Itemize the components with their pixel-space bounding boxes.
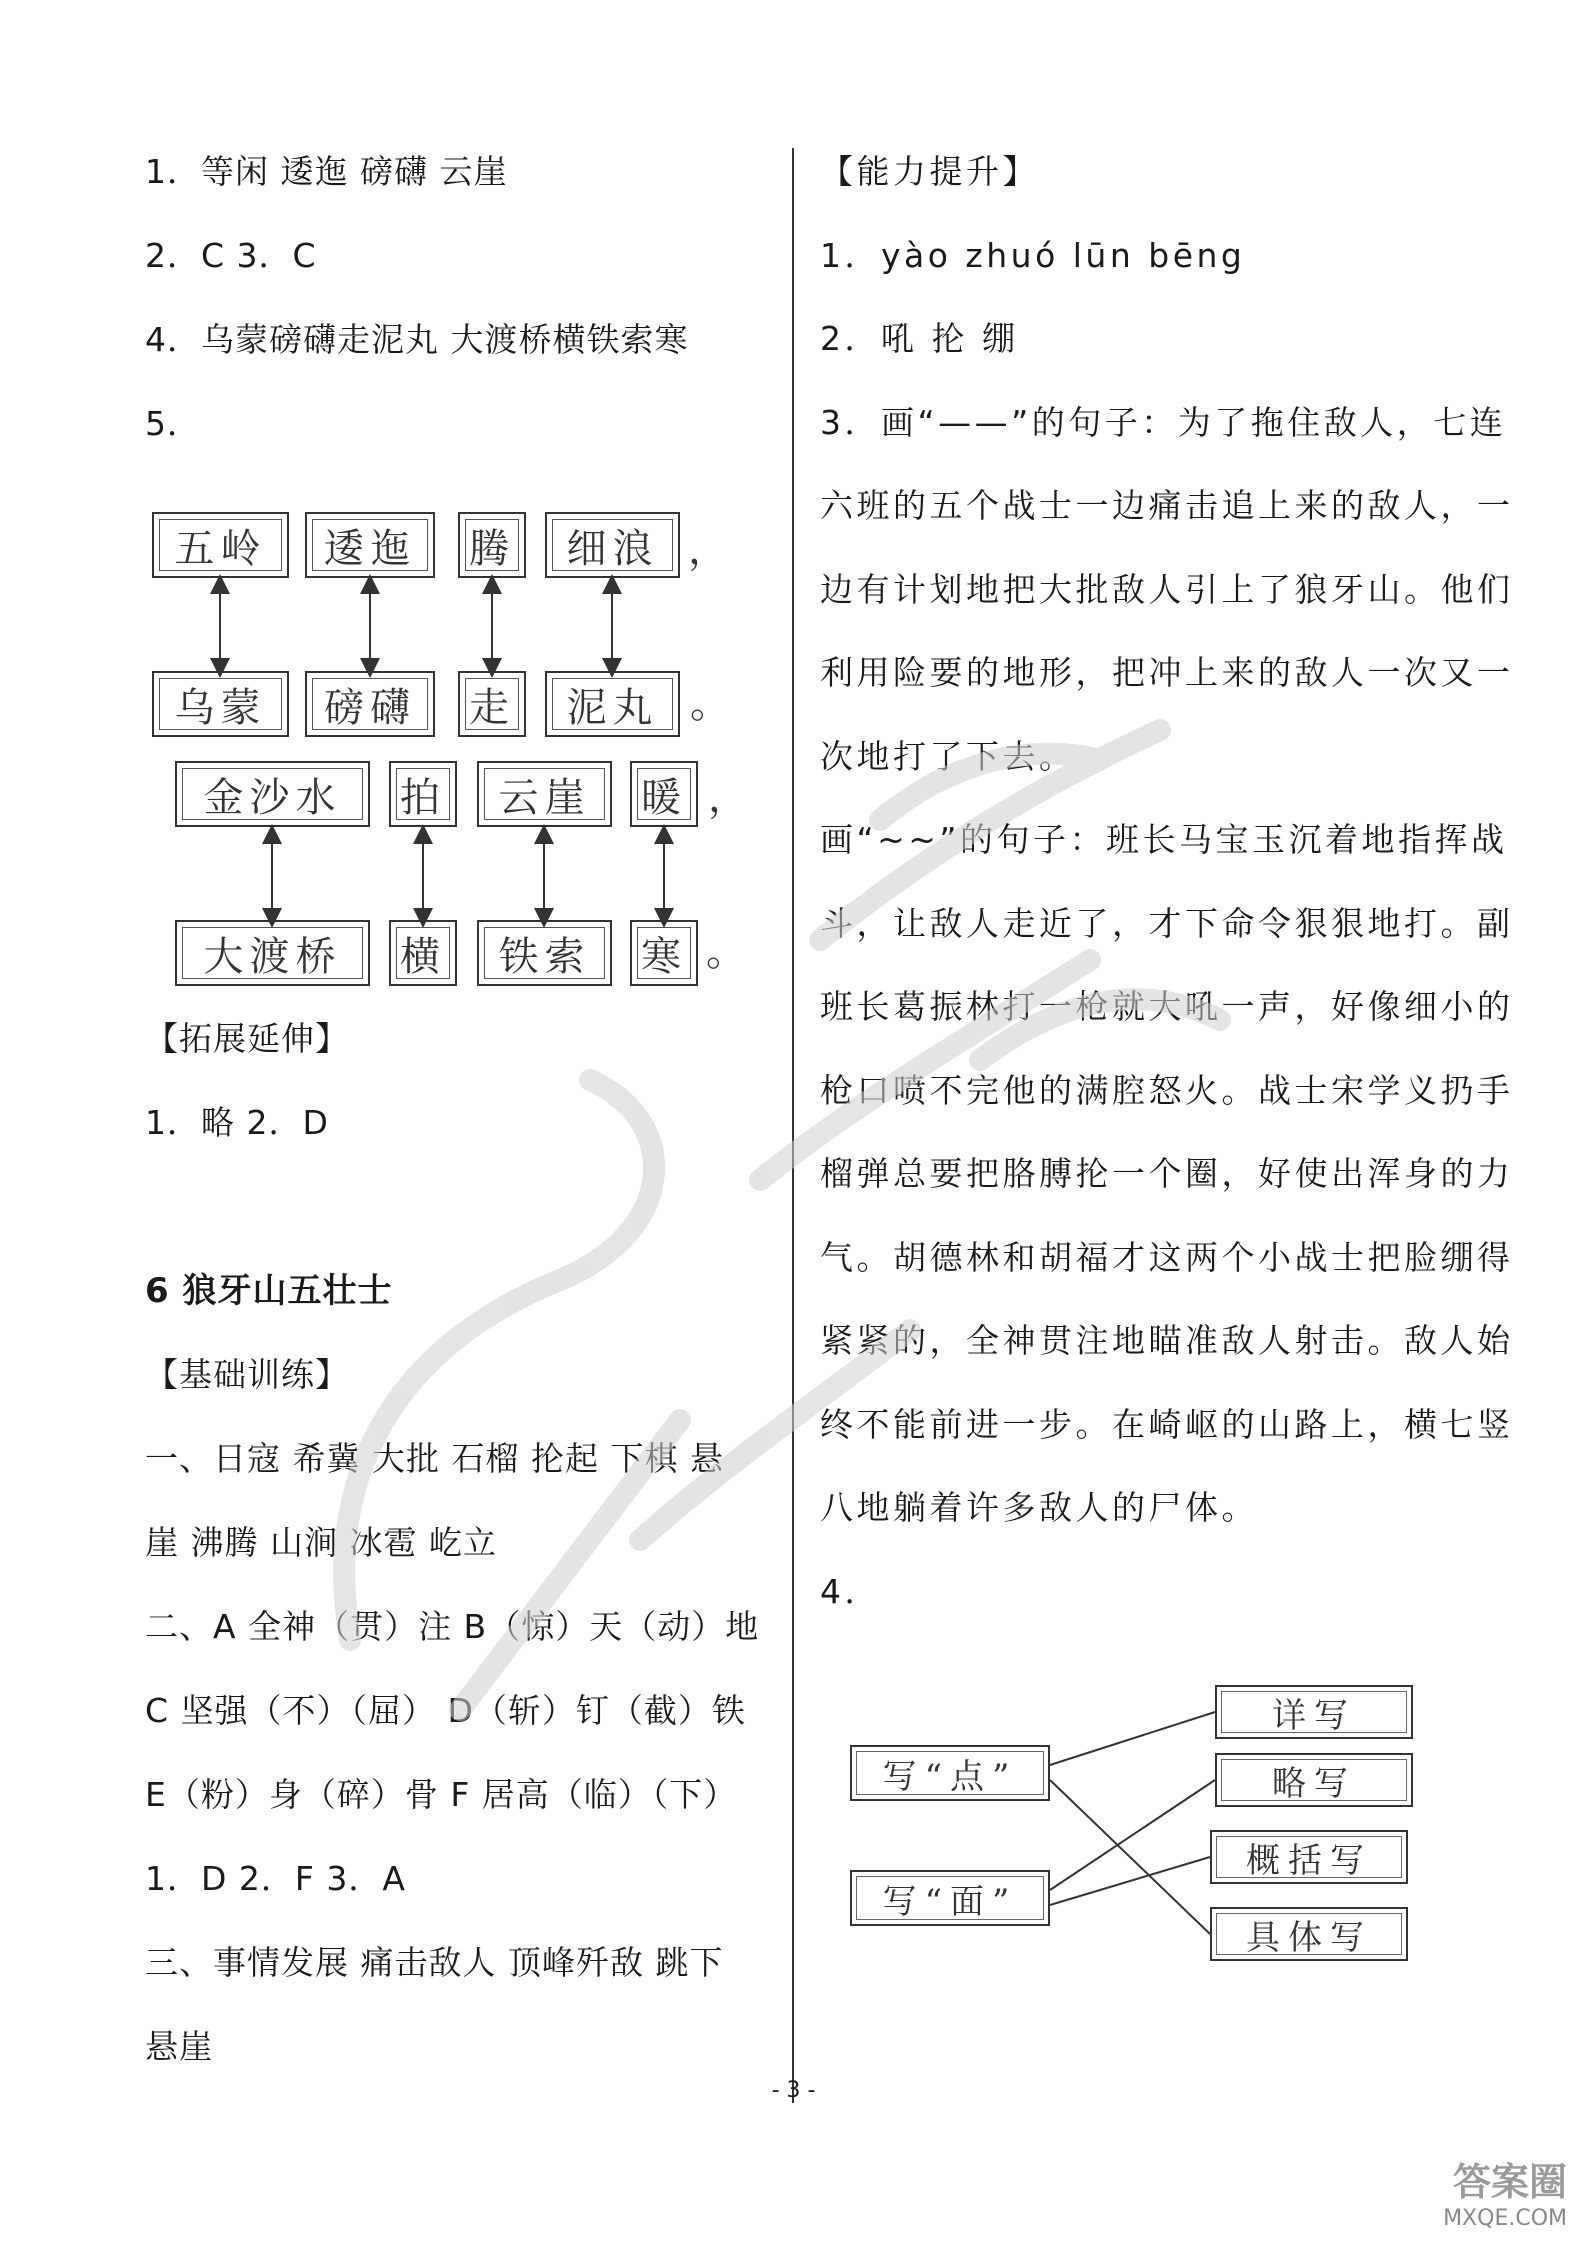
para-line-15: 4． — [820, 1571, 881, 1611]
para-line-14: 八地躺着许多敌人的尸体。 — [820, 1488, 1258, 1527]
box-row2-1: 乌蒙 — [152, 671, 289, 737]
period-mark: 。 — [690, 681, 730, 727]
box-row2-3: 走 — [458, 671, 526, 737]
box-row2-2: 磅礴 — [305, 671, 435, 737]
lesson-title: 6 狼牙山五壮士 — [145, 1271, 393, 1311]
basic-line-4: C 坚强（不）（屈） D（斩）钉（截）铁 — [145, 1691, 746, 1730]
para-line-5: 次地打了下去。 — [820, 736, 1076, 776]
basic-line-7: 三、事情发展 痛击敌人 顶峰歼敌 跳下 — [145, 1943, 724, 1982]
extension-answer: 1．略 2．D — [145, 1103, 329, 1142]
para-line-6: 画“~~”的句子：班长马宝玉沉着地指挥战 — [820, 820, 1508, 859]
box-row1-3: 腾 — [458, 512, 526, 578]
box-row3-4: 暖 — [630, 761, 698, 827]
ability-heading: 【能力提升】 — [820, 152, 1039, 191]
extension-heading: 【拓展延伸】 — [145, 1019, 349, 1058]
answer-line-4: 5． — [145, 404, 201, 443]
period-mark-2: 。 — [706, 929, 746, 975]
box-row2-4: 泥丸 — [545, 671, 680, 737]
corner-watermark — [1443, 2151, 1567, 2231]
para-line-9: 枪口喷不完他的满腔怒火。战士宋学义扔手 — [820, 1070, 1514, 1110]
para-line-7: 斗，让敌人走近了，才下命令狠狠地打。副 — [820, 903, 1514, 943]
basic-line-8: 悬崖 — [145, 2027, 213, 2066]
para-line-8: 班长葛振林打一枪就大吼一声，好像细小的 — [820, 987, 1514, 1026]
box-brief: 略写 — [1215, 1753, 1413, 1807]
box-write-point: 写“点” — [850, 1745, 1050, 1801]
page-number: - 3 - — [771, 2078, 816, 2103]
watermark-site-text: MXQE.COM — [1443, 2206, 1567, 2231]
comma-mark: ， — [688, 527, 728, 573]
box-row1-2: 逶迤 — [305, 512, 435, 578]
answer-line-3: 4．乌蒙磅礴走泥丸 大渡桥横铁索寒 — [145, 320, 689, 359]
box-row3-3: 云崖 — [477, 761, 612, 827]
box-row4-4: 寒 — [630, 920, 698, 986]
basic-line-6: 1．D 2．F 3．A — [145, 1859, 406, 1898]
basic-line-1: 一、日寇 希冀 大批 石榴 抡起 下棋 悬 — [145, 1439, 724, 1478]
basic-line-2: 崖 沸腾 山涧 冰雹 屹立 — [145, 1523, 497, 1562]
basic-line-5: E（粉）身（碎）骨 F 居高（临）（下） — [145, 1775, 738, 1814]
box-row1-1: 五岭 — [152, 512, 289, 578]
box-detailed: 详写 — [1215, 1685, 1413, 1739]
basic-line-3: 二、A 全神（贯）注 B（惊）天（动）地 — [145, 1607, 760, 1646]
answer-line-2-right: 2．吼 抡 绷 — [820, 319, 1019, 358]
box-summary: 概括写 — [1210, 1830, 1408, 1884]
box-row4-2: 横 — [389, 920, 457, 986]
box-row4-3: 铁索 — [477, 920, 612, 986]
para-line-11: 气。胡德林和胡福才这两个小战士把脸绷得 — [820, 1237, 1514, 1277]
para-line-13: 终不能前进一步。在崎岖的山路上，横七竖 — [820, 1404, 1514, 1444]
box-concrete: 具体写 — [1210, 1907, 1408, 1961]
box-row3-2: 拍 — [389, 761, 457, 827]
answer-line-2: 2．C 3．C — [145, 236, 317, 275]
watermark-brand-text: 答案圈 — [1452, 2160, 1567, 2204]
basic-heading: 【基础训练】 — [145, 1355, 349, 1394]
box-row1-4: 细浪 — [545, 512, 680, 578]
comma-mark-2: ， — [708, 775, 748, 821]
pinyin-line: 1．yào zhuó lūn bēng — [820, 235, 1246, 275]
para-line-12: 紧紧的，全神贯注地瞄准敌人射击。敌人始 — [820, 1321, 1514, 1360]
answer-line-1: 1．等闲 逶迤 磅礴 云崖 — [145, 152, 508, 191]
para-line-10: 榴弹总要把胳膊抡一个圈，好使出浑身的力 — [820, 1154, 1514, 1193]
para-line-4: 利用险要的地形，把冲上来的敌人一次又一 — [820, 653, 1514, 692]
box-row3-1: 金沙水 — [175, 761, 370, 827]
para-line-3: 边有计划地把大批敌人引上了狼牙山。他们 — [820, 569, 1514, 609]
box-row4-1: 大渡桥 — [175, 920, 370, 986]
box-write-surface: 写“面” — [850, 1870, 1050, 1926]
para-line-1: 3．画“——”的句子：为了拖住敌人，七连 — [820, 402, 1507, 442]
para-line-2: 六班的五个战士一边痛击追上来的敌人，一 — [820, 486, 1514, 525]
